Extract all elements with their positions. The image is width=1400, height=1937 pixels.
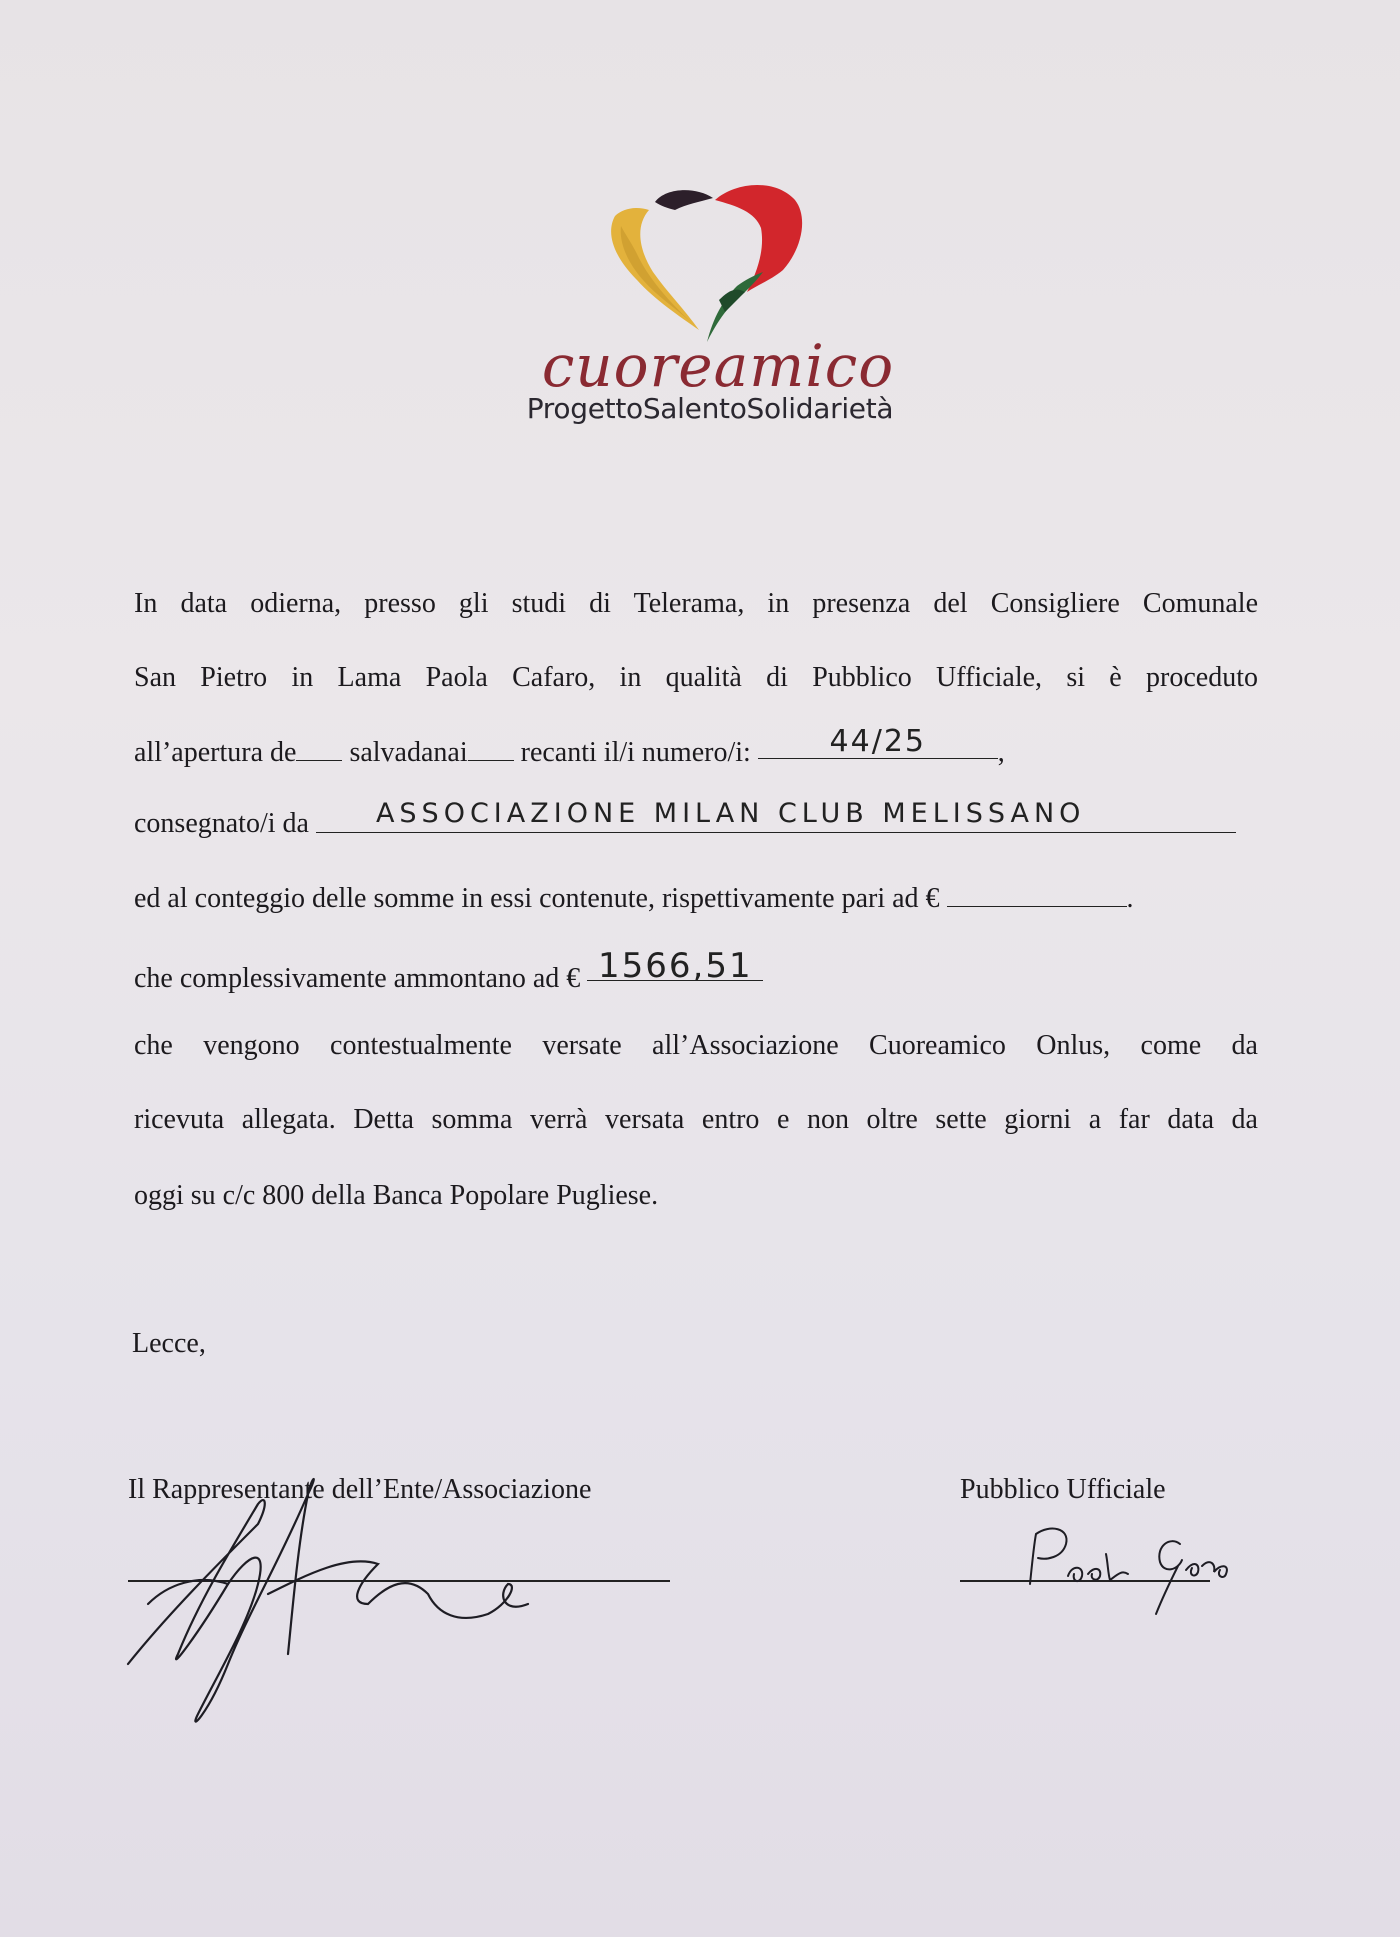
period: . (1126, 883, 1134, 914)
piggy-banks-label: salvadanai (349, 737, 468, 768)
numbers-field (758, 724, 998, 759)
handwritten-association: ASSOCIAZIONE MILAN CLUB MELISSANO (375, 798, 1086, 829)
paragraph-line-7: che vengono contestualmente versate all’Associazione Cuoreamico Onlus, come da (134, 1030, 1258, 1061)
count-label: ed al conteggio delle somme in essi contenute, rispettivamente pari ad € (134, 883, 940, 914)
paragraph-line-2: San Pietro in Lama Paola Cafaro, in qualità di Pubblico Ufficiale, si è proceduto (134, 662, 1258, 693)
paragraph-line-4 (134, 798, 1258, 840)
representative-label: Il Rappresentante dell’Ente/Associazione (128, 1474, 592, 1505)
representative-signature-block (128, 1474, 670, 1506)
handwritten-numbers: 44/25 (829, 724, 927, 759)
public-official-signature-block (960, 1474, 1260, 1506)
place-label: Lecce, (132, 1328, 206, 1359)
logo-tagline: ProgettoSalentoSolidarietà (526, 392, 894, 425)
public-official-label: Pubblico Ufficiale (960, 1474, 1166, 1505)
total-label: che complessivamente ammontano ad € (134, 963, 581, 994)
comma: , (997, 737, 1005, 768)
handwritten-total: 1566,51 (598, 946, 753, 986)
delivered-by-label: consegnato/i da (134, 808, 309, 839)
blank-field-de (296, 736, 342, 761)
paragraph-line-5 (134, 882, 1258, 915)
paragraph-line-1: In data odierna, presso gli studi di Telerama, in presenza del Consigliere Comunale (134, 588, 1258, 619)
heart-logo-icon (595, 180, 825, 350)
opening-label: all’apertura de (134, 737, 297, 768)
delivered-by-field (316, 798, 1236, 833)
logo-wordmark: cuoreamico (541, 332, 895, 400)
paragraph-line-6 (134, 946, 1258, 995)
cuoreamico-logo (490, 170, 930, 440)
paragraph-line-3 (134, 724, 1258, 769)
total-field (587, 946, 763, 986)
blank-field-plural (468, 736, 514, 761)
paragraph-line-8: ricevuta allegata. Detta somma verrà versata entro e non oltre sette giorni a far data da (134, 1104, 1258, 1135)
amounts-field (947, 882, 1127, 907)
representative-signature-icon (108, 1434, 588, 1734)
public-official-signature-icon (1010, 1514, 1270, 1634)
numbers-label: recanti il/i numero/i: (520, 737, 751, 768)
paragraph-line-9: oggi su c/c 800 della Banca Popolare Pugliese. (134, 1180, 659, 1211)
